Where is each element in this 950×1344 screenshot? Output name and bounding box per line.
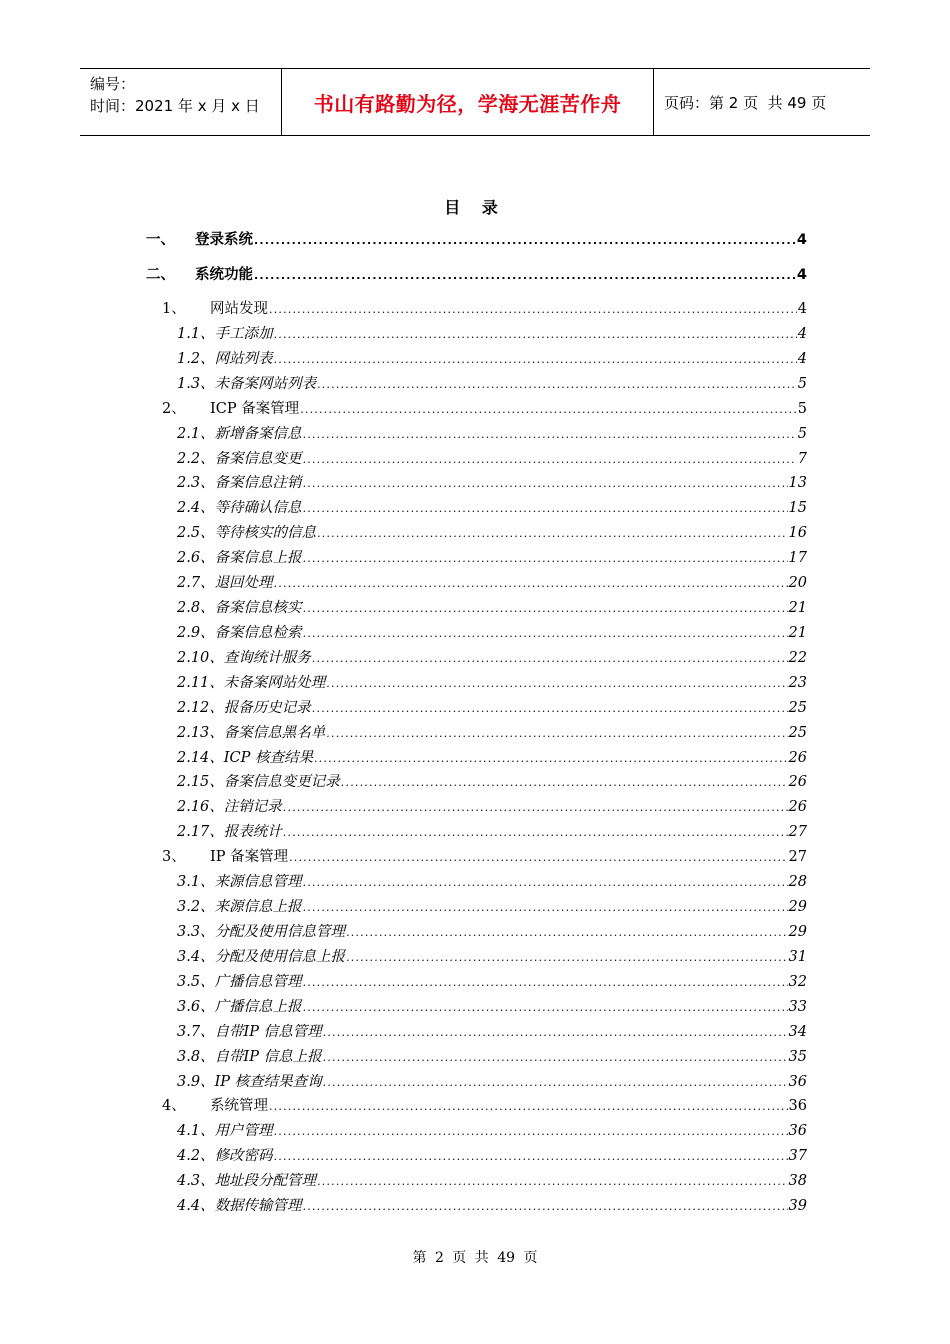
toc-entry-page: 36 bbox=[788, 1098, 807, 1115]
toc-entry[interactable] bbox=[177, 823, 807, 842]
toc-entry[interactable] bbox=[177, 450, 807, 469]
toc-entry[interactable] bbox=[177, 1073, 807, 1092]
toc-dot-leader bbox=[274, 1148, 788, 1166]
toc-entry-title: 等待核实的信息 bbox=[214, 525, 317, 542]
toc-entry-title: 修改密码 bbox=[214, 1148, 273, 1165]
toc-dot-leader bbox=[283, 799, 788, 817]
toc-entry-number: 2.4、 bbox=[177, 500, 215, 517]
toc-entry[interactable] bbox=[177, 524, 807, 543]
toc-dot-leader bbox=[312, 650, 788, 668]
toc-entry-number: 2.2、 bbox=[177, 450, 215, 467]
toc-entry-number: 2.15、 bbox=[177, 774, 224, 791]
toc-entry-page: 21 bbox=[788, 600, 807, 617]
toc-entry-title: 备案信息检索 bbox=[214, 624, 302, 641]
toc-entry-number: 1.1、 bbox=[177, 325, 215, 342]
toc-entry-number: 2.7、 bbox=[177, 575, 215, 592]
toc-entry-page: 37 bbox=[788, 1148, 807, 1165]
toc-entry-number: 2、 bbox=[162, 400, 186, 417]
toc-dot-leader bbox=[317, 376, 797, 394]
toc-dot-leader bbox=[323, 1049, 788, 1067]
toc-dot-leader bbox=[303, 874, 788, 892]
toc-dot-leader bbox=[317, 1173, 787, 1191]
toc-dot-leader bbox=[303, 625, 788, 643]
toc-dot-leader bbox=[274, 575, 788, 593]
toc-dot-leader bbox=[346, 949, 787, 967]
toc-dot-leader bbox=[300, 401, 797, 419]
toc-entry-title: 来源信息管理 bbox=[214, 874, 302, 891]
toc-dot-leader bbox=[303, 1198, 788, 1216]
toc-entry-page: 25 bbox=[788, 724, 807, 741]
toc-entry-title: 报备历史记录 bbox=[223, 699, 311, 716]
toc-entry-number: 2.16、 bbox=[177, 799, 224, 816]
toc-entry-page: 34 bbox=[788, 1023, 807, 1040]
toc-entry-number: 3.8、 bbox=[177, 1048, 215, 1065]
toc-entry-title: 手工添加 bbox=[214, 325, 273, 342]
header-page-info bbox=[654, 69, 870, 135]
toc-entry-title: 来源信息上报 bbox=[214, 899, 302, 916]
toc-entry-title: IP 备案管理 bbox=[210, 849, 289, 866]
toc-entry[interactable] bbox=[177, 973, 807, 992]
toc-entry-page: 16 bbox=[788, 525, 807, 542]
toc-entry-page: 17 bbox=[788, 550, 807, 567]
toc-entry-page: 26 bbox=[788, 799, 807, 816]
toc-entry-page: 35 bbox=[788, 1048, 807, 1065]
toc-entry-page: 5 bbox=[797, 375, 807, 392]
toc-entry-page: 13 bbox=[788, 475, 807, 492]
toc-entry[interactable] bbox=[177, 1172, 807, 1191]
toc-entry[interactable] bbox=[177, 499, 807, 518]
toc-entry-page: 15 bbox=[788, 500, 807, 517]
toc-entry-number: 2.10、 bbox=[177, 649, 224, 666]
toc-entry[interactable] bbox=[162, 848, 807, 867]
toc-entry-number: 3.3、 bbox=[177, 924, 215, 940]
toc-entry-page: 27 bbox=[788, 849, 807, 866]
toc-entry[interactable] bbox=[177, 325, 807, 344]
toc-entry-title: 新增备案信息 bbox=[214, 425, 302, 442]
toc-entry[interactable] bbox=[146, 266, 807, 285]
document-number-label: 编号： bbox=[90, 75, 136, 93]
header-meta bbox=[80, 69, 282, 135]
toc-entry-number: 2.6、 bbox=[177, 550, 215, 567]
toc-entry[interactable] bbox=[177, 1147, 807, 1166]
toc-entry-title: 备案信息黑名单 bbox=[223, 724, 326, 741]
toc-entry-title: 自带IP 信息上报 bbox=[214, 1048, 322, 1065]
toc-entry[interactable] bbox=[177, 699, 807, 718]
toc-entry-number: 一、 bbox=[146, 232, 175, 248]
toc-entry-number: 3、 bbox=[162, 849, 186, 866]
toc-dot-leader bbox=[269, 1098, 788, 1116]
toc-entry[interactable] bbox=[162, 400, 807, 419]
toc-entry-title: 注销记录 bbox=[223, 799, 282, 816]
toc-entry-page: 4 bbox=[796, 267, 807, 283]
toc-dot-leader bbox=[314, 750, 788, 768]
toc-entry[interactable] bbox=[177, 350, 807, 369]
toc-dot-leader bbox=[303, 475, 788, 493]
toc-dot-leader bbox=[289, 849, 787, 867]
header-motto: 书山有路勤为径，学海无涯苦作舟 bbox=[282, 69, 654, 135]
toc-entry-title: 广播信息管理 bbox=[214, 973, 302, 990]
toc-entry-number: 2.14、 bbox=[177, 749, 224, 766]
toc-entry-page: 4 bbox=[797, 301, 807, 317]
toc-entry-page: 27 bbox=[788, 824, 807, 841]
toc-entry-page: 36 bbox=[788, 1073, 807, 1090]
toc-entry-page: 28 bbox=[788, 874, 807, 891]
toc-entry-title: 地址段分配管理 bbox=[214, 1173, 317, 1190]
toc-entry[interactable] bbox=[177, 1122, 807, 1141]
toc-entry[interactable] bbox=[177, 873, 807, 892]
toc-entry-title: 用户管理 bbox=[214, 1123, 273, 1140]
toc-dot-leader bbox=[323, 1024, 788, 1042]
toc-entry-title: 备案信息变更记录 bbox=[223, 774, 340, 791]
toc-dot-leader bbox=[303, 426, 797, 444]
toc-entry[interactable] bbox=[177, 674, 807, 693]
toc-entry-page: 26 bbox=[788, 749, 807, 766]
toc-entry-page: 5 bbox=[797, 400, 807, 417]
toc-entry[interactable] bbox=[177, 948, 807, 967]
toc-entry-title: 自带IP 信息管理 bbox=[214, 1023, 322, 1040]
toc-entry-page: 33 bbox=[788, 998, 807, 1015]
toc-entry-page: 39 bbox=[788, 1198, 807, 1215]
toc-entry-number: 2.12、 bbox=[177, 699, 224, 716]
toc-dot-leader bbox=[346, 924, 787, 942]
toc-entry[interactable] bbox=[177, 923, 807, 942]
toc-entry[interactable] bbox=[177, 898, 807, 917]
toc-entry[interactable] bbox=[162, 300, 807, 319]
toc-entry-number: 4.4、 bbox=[177, 1198, 215, 1215]
toc-dot-leader bbox=[283, 824, 788, 842]
toc-entry-title: IP 核查结果查询 bbox=[214, 1073, 322, 1090]
toc-dot-leader bbox=[341, 774, 788, 792]
toc-entry-title: 查询统计服务 bbox=[223, 649, 311, 666]
toc-entry-number: 2.17、 bbox=[177, 824, 224, 841]
toc-entry[interactable] bbox=[177, 649, 807, 668]
toc-entry-number: 4.1、 bbox=[177, 1123, 215, 1140]
toc-dot-leader bbox=[303, 500, 788, 518]
toc-dot-leader bbox=[323, 1074, 788, 1092]
toc-dot-leader bbox=[274, 326, 797, 344]
toc-entry-number: 2.1、 bbox=[177, 425, 215, 442]
toc-entry-title: 广播信息上报 bbox=[214, 998, 302, 1015]
toc-entry-title: 退回处理 bbox=[214, 575, 273, 592]
toc-entry-number: 1.3、 bbox=[177, 375, 215, 392]
toc-entry-page: 36 bbox=[788, 1123, 807, 1140]
toc-entry-number: 3.6、 bbox=[177, 998, 215, 1015]
toc-entry-title: 分配及使用信息管理 bbox=[214, 924, 346, 940]
toc-entry-title: 网站发现 bbox=[210, 301, 268, 317]
toc-dot-leader bbox=[326, 675, 787, 693]
toc-dot-leader bbox=[303, 999, 788, 1017]
toc-title: 目 录 bbox=[444, 198, 506, 217]
toc-entry-page: 4 bbox=[797, 325, 807, 342]
toc-entry-number: 2.5、 bbox=[177, 525, 215, 542]
page-header bbox=[80, 68, 870, 136]
page-footer: 第 2 页 共 49 页 bbox=[412, 1250, 538, 1266]
toc-entry-title: 系统功能 bbox=[195, 267, 253, 283]
toc-entry[interactable] bbox=[177, 724, 807, 743]
toc-entry-title: 数据传输管理 bbox=[214, 1198, 302, 1215]
toc-entry-page: 23 bbox=[788, 674, 807, 691]
toc-entry-title: 备案信息核实 bbox=[214, 600, 302, 617]
toc-dot-leader bbox=[254, 267, 796, 285]
toc-entry-number: 3.4、 bbox=[177, 948, 215, 965]
toc-entry[interactable] bbox=[177, 773, 807, 792]
toc-entry-title: 分配及使用信息上报 bbox=[214, 948, 346, 965]
toc-entry-page: 21 bbox=[788, 624, 807, 641]
toc-entry-page: 29 bbox=[788, 899, 807, 916]
toc-entry-title: 登录系统 bbox=[195, 232, 253, 248]
toc-dot-leader bbox=[303, 451, 797, 469]
toc-entry[interactable] bbox=[177, 749, 807, 768]
toc-entry-title: 备案信息上报 bbox=[214, 550, 302, 567]
toc-entry-title: ICP 备案管理 bbox=[210, 400, 300, 417]
toc-entry-title: 报表统计 bbox=[223, 824, 282, 841]
toc-entry-page: 32 bbox=[788, 973, 807, 990]
toc-entry-page: 4 bbox=[797, 350, 807, 367]
document-date: 时间：2021 年 x 月 x 日 bbox=[90, 97, 260, 115]
toc-entry-title: 等待确认信息 bbox=[214, 500, 302, 517]
toc-entry-title: 备案信息注销 bbox=[214, 475, 302, 492]
toc-entry[interactable] bbox=[177, 574, 807, 593]
toc-entry-number: 3.1、 bbox=[177, 874, 215, 891]
toc-entry[interactable] bbox=[177, 624, 807, 643]
toc-entry-page: 38 bbox=[788, 1173, 807, 1190]
toc-dot-leader bbox=[326, 725, 787, 743]
toc-entry-number: 二、 bbox=[146, 267, 175, 283]
toc-entry[interactable] bbox=[177, 998, 807, 1017]
toc-entry[interactable] bbox=[177, 1197, 807, 1216]
toc-entry-page: 4 bbox=[796, 232, 807, 248]
toc-entry-number: 4.2、 bbox=[177, 1148, 215, 1165]
toc-entry-title: 网站列表 bbox=[214, 350, 273, 367]
toc-entry-number: 2.9、 bbox=[177, 624, 215, 641]
toc-entry[interactable] bbox=[177, 1023, 807, 1042]
toc-entry-page: 31 bbox=[788, 948, 807, 965]
toc-entry-page: 5 bbox=[797, 425, 807, 442]
toc-dot-leader bbox=[274, 351, 797, 369]
toc-entry-number: 3.7、 bbox=[177, 1023, 215, 1040]
toc-entry-page: 29 bbox=[788, 924, 807, 940]
toc-entry-page: 7 bbox=[797, 450, 807, 467]
toc-entry-title: 系统管理 bbox=[210, 1098, 268, 1115]
toc-entry-number: 3.9、 bbox=[177, 1073, 215, 1090]
toc-entry-page: 25 bbox=[788, 699, 807, 716]
toc-dot-leader bbox=[274, 1123, 788, 1141]
toc-entry-number: 2.3、 bbox=[177, 475, 215, 492]
toc-dot-leader bbox=[312, 700, 788, 718]
toc-entry-number: 2.8、 bbox=[177, 600, 215, 617]
toc-entry[interactable] bbox=[162, 1097, 807, 1116]
toc-dot-leader bbox=[303, 899, 788, 917]
toc-dot-leader bbox=[269, 301, 797, 319]
header-page-info-text: 页码：第 2 页 共 49 页 bbox=[664, 93, 827, 112]
toc-dot-leader bbox=[303, 550, 788, 568]
toc-entry-title: 备案信息变更 bbox=[214, 450, 302, 467]
toc-entry[interactable] bbox=[177, 599, 807, 618]
toc-entry-title: 未备案网站处理 bbox=[223, 674, 326, 691]
toc-dot-leader bbox=[317, 525, 787, 543]
toc-entry[interactable] bbox=[177, 375, 807, 394]
toc-entry-number: 3.2、 bbox=[177, 899, 215, 916]
toc-entry[interactable] bbox=[177, 549, 807, 568]
toc-entry-title: 未备案网站列表 bbox=[214, 375, 317, 392]
toc-entry-number: 2.13、 bbox=[177, 724, 224, 741]
toc-dot-leader bbox=[303, 974, 788, 992]
toc-entry-page: 22 bbox=[788, 649, 807, 666]
toc-dot-leader bbox=[254, 232, 796, 250]
toc-entry[interactable] bbox=[177, 798, 807, 817]
toc-entry[interactable] bbox=[146, 231, 807, 250]
toc-entry-number: 1、 bbox=[162, 301, 186, 317]
toc-entry-number: 1.2、 bbox=[177, 350, 215, 367]
toc-entry-number: 3.5、 bbox=[177, 973, 215, 990]
toc-entry-number: 4.3、 bbox=[177, 1173, 215, 1190]
toc-entry-page: 20 bbox=[788, 575, 807, 592]
toc-entry-page: 26 bbox=[788, 774, 807, 791]
toc-entry[interactable] bbox=[177, 1048, 807, 1067]
toc-entry[interactable] bbox=[177, 474, 807, 493]
toc-entry-number: 4、 bbox=[162, 1098, 186, 1115]
toc-dot-leader bbox=[303, 600, 788, 618]
toc-entry-title: ICP 核查结果 bbox=[223, 749, 313, 766]
toc-entry[interactable] bbox=[177, 425, 807, 444]
toc-entry-number: 2.11、 bbox=[177, 674, 224, 691]
